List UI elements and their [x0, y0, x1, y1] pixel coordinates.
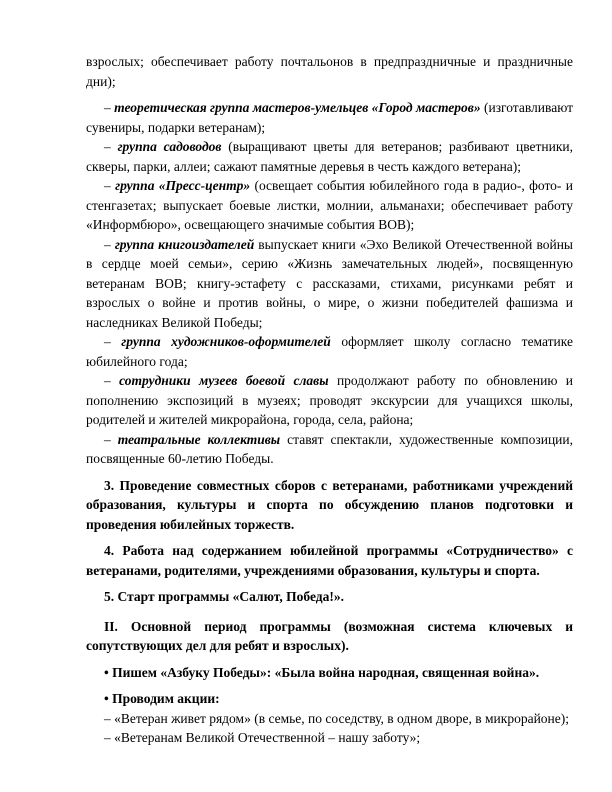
item-press-center-group — [86, 176, 573, 235]
action-veteran-nearby: – «Ветеран живет рядом» (в семье, по соседству, в одном дворе, в микрорайоне); — [104, 710, 570, 726]
item-dash: – — [104, 100, 115, 115]
item-dash: – — [104, 178, 116, 193]
action-care-for-veterans: – «Ветеранам Великой Отечественной – нашу заботу»; — [104, 730, 421, 745]
item-text: выпускает книги «Эхо Великой Отечественной войны в сердце моей семьи», серию «Жизнь замечательных людей», посвященную ветеранам ВОВ; книгу-эстафету с рассказами, стихами, рисунками ребят и взрослых о войне и против войны, о мире, о жизни победителей фашизма и наследниках Великой Победы; — [86, 236, 574, 330]
item-title: группа художников-оформителей — [121, 334, 331, 349]
item-title: теоретическая группа мастеров-умельцев «Город мастеров» — [114, 100, 481, 115]
item-dash: – — [104, 139, 118, 154]
step-3: 3. Проведение совместных сборов с ветеранами, работниками учреждений образования, культуры и спорта по обсуждению планов подготовки и проведения юбилейных торжеств. — [86, 477, 573, 532]
bullet-actions: • Проводим акции: — [104, 691, 220, 706]
item-title: сотрудники музеев боевой славы — [119, 373, 329, 388]
step-5: 5. Старт программы «Салют, Победа!». — [104, 589, 344, 604]
item-dash: – — [104, 236, 115, 252]
paragraph-postmen: взрослых; обеспечивает работу почтальонов в предпраздничные и праздничные дни); — [86, 54, 573, 89]
item-title: группа «Пресс-центр» — [115, 178, 251, 193]
item-text: оформляет школу согласно тематике юбилейного года; — [86, 334, 573, 369]
document-page — [86, 52, 573, 748]
item-dash: – — [104, 431, 118, 447]
item-text: (выращивают цветы для ветеранов; разбивают цветники, скверы, парки, аллеи; сажают памятные деревья в честь каждого ветерана); — [86, 139, 574, 174]
item-text: ставят спектакли, художественные композиции, посвященные 60-летию Победы. — [86, 431, 573, 466]
item-masters-group — [86, 98, 573, 137]
item-theatre-groups — [86, 430, 573, 469]
item-text: (изготавливают сувениры, подарки ветеранам); — [86, 100, 574, 135]
bullet-azbuka: • Пишем «Азбуку Победы»: «Была война народная, священная война». — [104, 664, 540, 680]
item-dash: – — [104, 373, 120, 388]
item-gardeners-group — [86, 137, 573, 176]
item-museum-staff — [86, 371, 573, 430]
item-text: продолжают работу по обновлению и пополнению экспозиций в музеях; проводят экскурсии для учащихся школы, родителей и жителей микрорайона, города, села, района; — [86, 373, 574, 427]
item-designers-group — [86, 332, 573, 371]
item-publishers-group — [86, 235, 573, 333]
item-title: группа книгоиздателей — [114, 236, 255, 252]
step-4: 4. Работа над содержанием юбилейной программы «Сотрудничество» с ветеранами, родителями, учреждениями образования, культуры и спорта. — [86, 543, 573, 578]
item-text: (освещает события юбилейного года в радио-, фото- и стенгазетах; выпускает боевые листки, молнии, альманахи; обеспечивает работу «Информбюро», освещающего значимые события ВОВ); — [86, 178, 574, 232]
item-dash: – — [104, 334, 122, 349]
section-main-period: II. Основной период программы (возможная система ключевых и сопутствующих дел для ребят и взрослых). — [86, 618, 573, 653]
item-title: театральные коллективы — [117, 431, 281, 447]
item-title: группа садоводов — [117, 139, 222, 154]
